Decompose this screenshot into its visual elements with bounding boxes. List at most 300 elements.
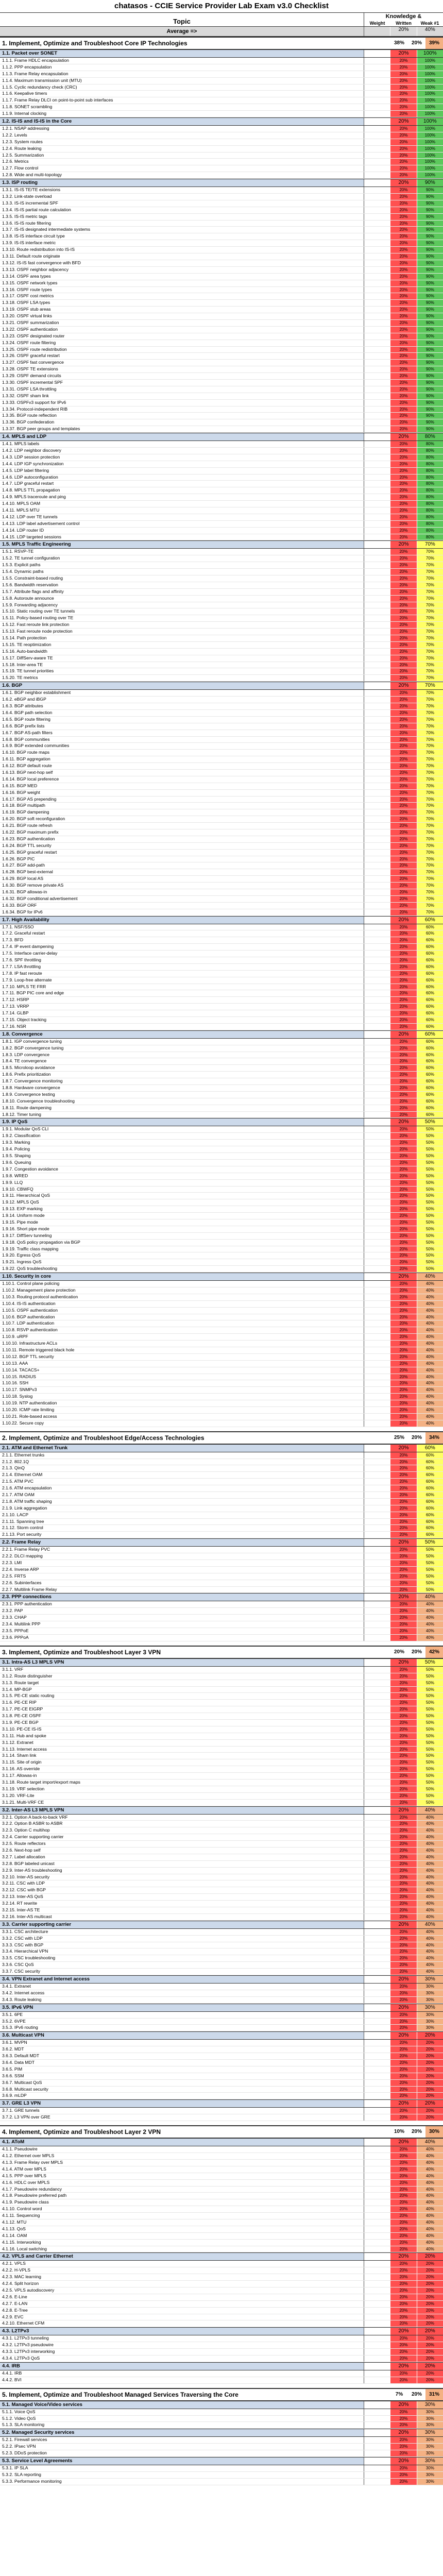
- topic-score-cell[interactable]: 40%: [417, 1815, 443, 1821]
- topic-score-cell[interactable]: 20%: [390, 307, 416, 313]
- topic-score-cell[interactable]: 20%: [390, 756, 416, 762]
- topic-score-cell[interactable]: 20%: [390, 1901, 416, 1907]
- topic-score-cell[interactable]: 20%: [390, 1112, 416, 1118]
- topic-score-cell[interactable]: 80%: [417, 441, 443, 447]
- topic-score-cell[interactable]: 40%: [417, 1367, 443, 1374]
- topic-score-cell[interactable]: 60%: [417, 990, 443, 996]
- topic-score-cell[interactable]: 20%: [417, 2294, 443, 2300]
- topic-score-cell[interactable]: [364, 2173, 390, 2179]
- topic-score-cell[interactable]: 20%: [390, 1505, 416, 1512]
- topic-score-cell[interactable]: [364, 602, 390, 608]
- topic-score-cell[interactable]: [364, 1969, 390, 1975]
- topic-score-cell[interactable]: [364, 1479, 390, 1485]
- average-weight[interactable]: [364, 27, 390, 36]
- topic-score-cell[interactable]: [364, 1173, 390, 1179]
- topic-score-cell[interactable]: 20%: [417, 2320, 443, 2327]
- topic-score-cell[interactable]: [364, 386, 390, 393]
- topic-score-cell[interactable]: [364, 2180, 390, 2186]
- topic-score-cell[interactable]: 20%: [390, 1017, 416, 1023]
- topic-score-cell[interactable]: 20%: [390, 1720, 416, 1726]
- topic-score-cell[interactable]: 20%: [390, 1153, 416, 1159]
- topic-score-cell[interactable]: [364, 1608, 390, 1614]
- topic-score-cell[interactable]: 40%: [417, 1601, 443, 1607]
- topic-score-cell[interactable]: 50%: [417, 1553, 443, 1560]
- topic-score-cell[interactable]: [364, 280, 390, 286]
- topic-score-cell[interactable]: 20%: [390, 2409, 416, 2415]
- topic-score-cell[interactable]: 40%: [417, 1628, 443, 1634]
- topic-score-cell[interactable]: 20%: [390, 2335, 416, 2342]
- topic-score-cell[interactable]: [364, 2294, 390, 2300]
- topic-score-cell[interactable]: 20%: [390, 1680, 416, 1686]
- topic-score-cell[interactable]: 20%: [390, 763, 416, 769]
- score-cell[interactable]: 20%: [417, 2032, 443, 2039]
- topic-score-cell[interactable]: 20%: [390, 347, 416, 353]
- topic-score-cell[interactable]: 20%: [390, 1894, 416, 1900]
- topic-score-cell[interactable]: 20%: [390, 1039, 416, 1045]
- topic-score-cell[interactable]: 20%: [417, 2080, 443, 2086]
- topic-score-cell[interactable]: 60%: [417, 1092, 443, 1098]
- topic-score-cell[interactable]: [364, 2146, 390, 2153]
- topic-score-cell[interactable]: [364, 1252, 390, 1259]
- topic-score-cell[interactable]: 20%: [390, 896, 416, 902]
- topic-score-cell[interactable]: [364, 274, 390, 280]
- topic-score-cell[interactable]: [364, 649, 390, 655]
- topic-score-cell[interactable]: [364, 2066, 390, 2073]
- topic-score-cell[interactable]: 70%: [417, 635, 443, 641]
- topic-score-cell[interactable]: 20%: [390, 1834, 416, 1840]
- topic-score-cell[interactable]: 20%: [390, 2416, 416, 2422]
- topic-score-cell[interactable]: [364, 172, 390, 178]
- topic-score-cell[interactable]: 50%: [417, 1166, 443, 1173]
- topic-score-cell[interactable]: 50%: [417, 1759, 443, 1766]
- topic-score-cell[interactable]: 20%: [390, 1740, 416, 1746]
- topic-score-cell[interactable]: 20%: [390, 1367, 416, 1374]
- topic-score-cell[interactable]: [364, 2046, 390, 2053]
- topic-score-cell[interactable]: [364, 474, 390, 481]
- topic-score-cell[interactable]: 70%: [417, 809, 443, 816]
- topic-score-cell[interactable]: [364, 1880, 390, 1887]
- topic-score-cell[interactable]: [364, 1560, 390, 1566]
- topic-score-cell[interactable]: 60%: [417, 1499, 443, 1505]
- topic-score-cell[interactable]: 20%: [390, 494, 416, 500]
- topic-score-cell[interactable]: 20%: [390, 1635, 416, 1641]
- topic-score-cell[interactable]: 40%: [417, 1380, 443, 1386]
- topic-score-cell[interactable]: 60%: [417, 1472, 443, 1478]
- topic-score-cell[interactable]: [364, 1567, 390, 1573]
- score-cell[interactable]: [364, 1539, 390, 1546]
- topic-score-cell[interactable]: 20%: [390, 240, 416, 246]
- topic-score-cell[interactable]: 40%: [417, 2193, 443, 2199]
- topic-score-cell[interactable]: [364, 1266, 390, 1272]
- topic-score-cell[interactable]: 20%: [417, 2060, 443, 2066]
- topic-score-cell[interactable]: 40%: [417, 1880, 443, 1887]
- topic-score-cell[interactable]: [364, 2479, 390, 2485]
- topic-score-cell[interactable]: 30%: [417, 2025, 443, 2031]
- topic-score-cell[interactable]: [364, 750, 390, 756]
- score-cell[interactable]: 20%: [390, 2139, 416, 2146]
- topic-score-cell[interactable]: 20%: [390, 501, 416, 507]
- topic-score-cell[interactable]: 20%: [390, 1793, 416, 1799]
- topic-score-cell[interactable]: [364, 1105, 390, 1111]
- topic-score-cell[interactable]: [364, 64, 390, 71]
- topic-score-cell[interactable]: 40%: [417, 1294, 443, 1300]
- topic-score-cell[interactable]: 40%: [417, 1387, 443, 1393]
- topic-score-cell[interactable]: 20%: [390, 353, 416, 359]
- topic-score-cell[interactable]: [364, 1226, 390, 1232]
- score-cell[interactable]: 70%: [417, 682, 443, 689]
- topic-score-cell[interactable]: 20%: [390, 1673, 416, 1680]
- topic-score-cell[interactable]: 20%: [390, 1492, 416, 1498]
- topic-score-cell[interactable]: 20%: [390, 1259, 416, 1265]
- topic-score-cell[interactable]: 20%: [390, 944, 416, 950]
- topic-score-cell[interactable]: 20%: [390, 730, 416, 736]
- topic-score-cell[interactable]: [364, 393, 390, 399]
- topic-score-cell[interactable]: 70%: [417, 549, 443, 555]
- topic-score-cell[interactable]: 90%: [417, 307, 443, 313]
- topic-score-cell[interactable]: [364, 856, 390, 862]
- topic-score-cell[interactable]: 70%: [417, 602, 443, 608]
- topic-score-cell[interactable]: [364, 1553, 390, 1560]
- topic-score-cell[interactable]: [364, 187, 390, 193]
- topic-score-cell[interactable]: [364, 300, 390, 306]
- topic-score-cell[interactable]: 50%: [417, 1199, 443, 1206]
- topic-score-cell[interactable]: [364, 1580, 390, 1586]
- topic-score-cell[interactable]: 20%: [390, 126, 416, 132]
- topic-score-cell[interactable]: 70%: [417, 823, 443, 829]
- topic-score-cell[interactable]: [364, 937, 390, 943]
- topic-score-cell[interactable]: [364, 964, 390, 970]
- topic-score-cell[interactable]: 70%: [417, 903, 443, 909]
- topic-score-cell[interactable]: 90%: [417, 380, 443, 386]
- topic-score-cell[interactable]: 20%: [390, 474, 416, 481]
- topic-score-cell[interactable]: 20%: [390, 84, 416, 91]
- topic-score-cell[interactable]: 20%: [390, 413, 416, 419]
- topic-score-cell[interactable]: [364, 307, 390, 313]
- topic-score-cell[interactable]: 20%: [390, 2187, 416, 2193]
- topic-score-cell[interactable]: [364, 1700, 390, 1706]
- score-cell[interactable]: 40%: [417, 2139, 443, 2146]
- topic-score-cell[interactable]: 60%: [417, 1105, 443, 1111]
- topic-score-cell[interactable]: 100%: [417, 78, 443, 84]
- topic-score-cell[interactable]: 60%: [417, 984, 443, 990]
- topic-score-cell[interactable]: [364, 2087, 390, 2093]
- topic-score-cell[interactable]: 20%: [390, 1969, 416, 1975]
- topic-score-cell[interactable]: 90%: [417, 406, 443, 413]
- topic-score-cell[interactable]: 20%: [390, 2093, 416, 2099]
- score-cell[interactable]: 20%: [390, 1118, 416, 1126]
- topic-score-cell[interactable]: 20%: [390, 2294, 416, 2300]
- topic-score-cell[interactable]: 70%: [417, 743, 443, 749]
- topic-score-cell[interactable]: 40%: [417, 1914, 443, 1920]
- topic-score-cell[interactable]: [364, 1894, 390, 1900]
- topic-score-cell[interactable]: 20%: [390, 267, 416, 273]
- topic-score-cell[interactable]: [364, 2025, 390, 2031]
- topic-score-cell[interactable]: 50%: [417, 1747, 443, 1753]
- topic-score-cell[interactable]: 20%: [390, 2261, 416, 2267]
- topic-score-cell[interactable]: 40%: [417, 2166, 443, 2173]
- topic-score-cell[interactable]: 20%: [390, 1907, 416, 1913]
- topic-score-cell[interactable]: 40%: [417, 2233, 443, 2239]
- topic-score-cell[interactable]: 20%: [390, 1687, 416, 1693]
- topic-score-cell[interactable]: 20%: [390, 521, 416, 527]
- topic-score-cell[interactable]: [364, 1759, 390, 1766]
- topic-score-cell[interactable]: 20%: [390, 2472, 416, 2478]
- topic-score-cell[interactable]: 20%: [390, 2206, 416, 2212]
- topic-score-cell[interactable]: 50%: [417, 1219, 443, 1226]
- topic-score-cell[interactable]: 50%: [417, 1226, 443, 1232]
- topic-score-cell[interactable]: 20%: [390, 668, 416, 674]
- topic-score-cell[interactable]: 20%: [390, 562, 416, 568]
- topic-score-cell[interactable]: [364, 850, 390, 856]
- topic-score-cell[interactable]: [364, 1407, 390, 1413]
- topic-score-cell[interactable]: 90%: [417, 187, 443, 193]
- topic-score-cell[interactable]: 40%: [417, 2173, 443, 2179]
- topic-score-cell[interactable]: [364, 91, 390, 97]
- topic-score-cell[interactable]: [364, 930, 390, 937]
- topic-score-cell[interactable]: 60%: [417, 1098, 443, 1105]
- topic-score-cell[interactable]: [364, 1667, 390, 1673]
- topic-score-cell[interactable]: [364, 1354, 390, 1360]
- topic-score-cell[interactable]: 90%: [417, 366, 443, 372]
- score-cell[interactable]: 50%: [417, 1118, 443, 1126]
- topic-score-cell[interactable]: 60%: [417, 1505, 443, 1512]
- topic-score-cell[interactable]: 20%: [390, 187, 416, 193]
- topic-score-cell[interactable]: 20%: [390, 2066, 416, 2073]
- topic-score-cell[interactable]: 60%: [417, 1065, 443, 1071]
- topic-score-cell[interactable]: 20%: [390, 293, 416, 299]
- topic-score-cell[interactable]: 20%: [417, 2314, 443, 2320]
- topic-score-cell[interactable]: 90%: [417, 386, 443, 393]
- topic-score-cell[interactable]: [364, 1146, 390, 1153]
- topic-score-cell[interactable]: 70%: [417, 869, 443, 875]
- topic-score-cell[interactable]: 20%: [390, 146, 416, 152]
- topic-score-cell[interactable]: 60%: [417, 1452, 443, 1459]
- topic-score-cell[interactable]: 70%: [417, 562, 443, 568]
- topic-score-cell[interactable]: [364, 2281, 390, 2287]
- topic-score-cell[interactable]: 70%: [417, 668, 443, 674]
- topic-score-cell[interactable]: [364, 1901, 390, 1907]
- topic-score-cell[interactable]: 50%: [417, 1126, 443, 1132]
- topic-score-cell[interactable]: 20%: [390, 1452, 416, 1459]
- topic-score-cell[interactable]: 60%: [417, 1052, 443, 1058]
- topic-score-cell[interactable]: 20%: [390, 1955, 416, 1961]
- topic-score-cell[interactable]: 90%: [417, 393, 443, 399]
- topic-score-cell[interactable]: [364, 165, 390, 172]
- topic-score-cell[interactable]: 20%: [390, 1213, 416, 1219]
- topic-score-cell[interactable]: [364, 126, 390, 132]
- topic-score-cell[interactable]: [364, 549, 390, 555]
- score-cell[interactable]: 20%: [390, 1594, 416, 1601]
- topic-score-cell[interactable]: [364, 1394, 390, 1400]
- topic-score-cell[interactable]: [364, 441, 390, 447]
- score-cell[interactable]: 100%: [417, 50, 443, 57]
- topic-score-cell[interactable]: 20%: [417, 2093, 443, 2099]
- topic-score-cell[interactable]: 20%: [390, 662, 416, 668]
- topic-score-cell[interactable]: [364, 207, 390, 213]
- score-cell[interactable]: 20%: [390, 2100, 416, 2107]
- topic-score-cell[interactable]: 20%: [390, 1400, 416, 1406]
- topic-score-cell[interactable]: 20%: [390, 1567, 416, 1573]
- topic-score-cell[interactable]: [364, 1793, 390, 1799]
- topic-score-cell[interactable]: 20%: [390, 2060, 416, 2066]
- topic-score-cell[interactable]: [364, 2019, 390, 2025]
- topic-score-cell[interactable]: [364, 1936, 390, 1942]
- topic-score-cell[interactable]: 100%: [417, 172, 443, 178]
- topic-score-cell[interactable]: [364, 1990, 390, 1996]
- score-cell[interactable]: 40%: [417, 1807, 443, 1814]
- score-cell[interactable]: [364, 682, 390, 689]
- score-cell[interactable]: 20%: [390, 917, 416, 924]
- topic-score-cell[interactable]: 30%: [417, 2012, 443, 2018]
- topic-score-cell[interactable]: 20%: [390, 111, 416, 117]
- topic-score-cell[interactable]: 20%: [390, 1098, 416, 1105]
- topic-score-cell[interactable]: 20%: [390, 360, 416, 366]
- topic-score-cell[interactable]: 20%: [417, 2114, 443, 2121]
- topic-score-cell[interactable]: 20%: [390, 1233, 416, 1239]
- topic-score-cell[interactable]: 70%: [417, 883, 443, 889]
- topic-score-cell[interactable]: 80%: [417, 501, 443, 507]
- topic-score-cell[interactable]: [364, 2287, 390, 2294]
- score-cell[interactable]: [364, 118, 390, 125]
- score-cell[interactable]: 30%: [417, 2401, 443, 2409]
- topic-score-cell[interactable]: [364, 481, 390, 487]
- topic-score-cell[interactable]: 20%: [390, 2267, 416, 2274]
- topic-score-cell[interactable]: 20%: [390, 1753, 416, 1759]
- topic-score-cell[interactable]: [364, 406, 390, 413]
- score-cell[interactable]: [364, 2363, 390, 2370]
- topic-score-cell[interactable]: [364, 1374, 390, 1380]
- topic-score-cell[interactable]: 20%: [390, 1560, 416, 1566]
- topic-score-cell[interactable]: 70%: [417, 862, 443, 869]
- score-cell[interactable]: 20%: [390, 2458, 416, 2465]
- topic-score-cell[interactable]: 20%: [390, 1065, 416, 1071]
- topic-score-cell[interactable]: [364, 194, 390, 200]
- topic-score-cell[interactable]: 60%: [417, 957, 443, 963]
- topic-score-cell[interactable]: 20%: [390, 91, 416, 97]
- topic-score-cell[interactable]: 20%: [390, 2080, 416, 2086]
- topic-score-cell[interactable]: [364, 1673, 390, 1680]
- topic-score-cell[interactable]: [364, 816, 390, 822]
- topic-score-cell[interactable]: 20%: [390, 990, 416, 996]
- topic-score-cell[interactable]: 90%: [417, 320, 443, 326]
- topic-score-cell[interactable]: 90%: [417, 400, 443, 406]
- topic-score-cell[interactable]: 20%: [417, 2377, 443, 2383]
- topic-score-cell[interactable]: [364, 347, 390, 353]
- topic-score-cell[interactable]: 20%: [390, 1193, 416, 1199]
- topic-score-cell[interactable]: 90%: [417, 413, 443, 419]
- topic-score-cell[interactable]: 70%: [417, 756, 443, 762]
- topic-score-cell[interactable]: 20%: [390, 549, 416, 555]
- topic-score-cell[interactable]: [364, 507, 390, 514]
- topic-score-cell[interactable]: [364, 2193, 390, 2199]
- topic-score-cell[interactable]: [364, 227, 390, 233]
- topic-score-cell[interactable]: [364, 909, 390, 916]
- topic-score-cell[interactable]: 20%: [390, 2349, 416, 2355]
- topic-score-cell[interactable]: 50%: [417, 1580, 443, 1586]
- topic-score-cell[interactable]: 20%: [390, 194, 416, 200]
- score-cell[interactable]: 20%: [390, 2363, 416, 2370]
- topic-score-cell[interactable]: 20%: [390, 152, 416, 159]
- topic-score-cell[interactable]: 30%: [417, 2472, 443, 2478]
- topic-score-cell[interactable]: 20%: [390, 2193, 416, 2199]
- topic-score-cell[interactable]: 40%: [417, 1874, 443, 1880]
- topic-score-cell[interactable]: [364, 1065, 390, 1071]
- topic-score-cell[interactable]: 80%: [417, 474, 443, 481]
- topic-score-cell[interactable]: [364, 944, 390, 950]
- topic-score-cell[interactable]: 70%: [417, 770, 443, 776]
- topic-score-cell[interactable]: 20%: [390, 1815, 416, 1821]
- topic-score-cell[interactable]: 20%: [390, 2166, 416, 2173]
- topic-score-cell[interactable]: 20%: [390, 253, 416, 260]
- topic-score-cell[interactable]: 40%: [417, 2213, 443, 2219]
- topic-score-cell[interactable]: 20%: [390, 1072, 416, 1078]
- topic-score-cell[interactable]: 100%: [417, 139, 443, 145]
- topic-score-cell[interactable]: [364, 461, 390, 467]
- topic-score-cell[interactable]: 20%: [390, 200, 416, 207]
- topic-score-cell[interactable]: 20%: [390, 622, 416, 628]
- topic-score-cell[interactable]: 100%: [417, 97, 443, 104]
- topic-score-cell[interactable]: [364, 971, 390, 977]
- topic-score-cell[interactable]: [364, 1834, 390, 1840]
- topic-score-cell[interactable]: 20%: [390, 1354, 416, 1360]
- topic-score-cell[interactable]: [364, 2093, 390, 2099]
- topic-score-cell[interactable]: [364, 1024, 390, 1030]
- topic-score-cell[interactable]: [364, 1687, 390, 1693]
- topic-score-cell[interactable]: [364, 622, 390, 628]
- topic-score-cell[interactable]: [364, 2073, 390, 2079]
- topic-score-cell[interactable]: [364, 569, 390, 575]
- score-cell[interactable]: [364, 1807, 390, 1814]
- topic-score-cell[interactable]: 50%: [417, 1726, 443, 1733]
- topic-score-cell[interactable]: [364, 615, 390, 621]
- topic-score-cell[interactable]: 90%: [417, 260, 443, 266]
- topic-score-cell[interactable]: [364, 776, 390, 783]
- topic-score-cell[interactable]: 20%: [390, 172, 416, 178]
- topic-score-cell[interactable]: 20%: [390, 320, 416, 326]
- topic-score-cell[interactable]: 20%: [390, 1733, 416, 1739]
- topic-score-cell[interactable]: 100%: [417, 111, 443, 117]
- topic-score-cell[interactable]: [364, 71, 390, 77]
- topic-score-cell[interactable]: 70%: [417, 796, 443, 803]
- topic-score-cell[interactable]: 20%: [390, 534, 416, 540]
- topic-score-cell[interactable]: [364, 2314, 390, 2320]
- topic-score-cell[interactable]: 40%: [417, 1962, 443, 1968]
- topic-score-cell[interactable]: [364, 159, 390, 165]
- topic-score-cell[interactable]: [364, 1213, 390, 1219]
- topic-score-cell[interactable]: 20%: [390, 139, 416, 145]
- topic-score-cell[interactable]: 40%: [417, 1615, 443, 1621]
- topic-score-cell[interactable]: 90%: [417, 287, 443, 293]
- topic-score-cell[interactable]: 40%: [417, 1848, 443, 1854]
- topic-score-cell[interactable]: [364, 1414, 390, 1420]
- topic-score-cell[interactable]: [364, 240, 390, 246]
- topic-score-cell[interactable]: [364, 1199, 390, 1206]
- topic-score-cell[interactable]: [364, 1929, 390, 1935]
- topic-score-cell[interactable]: 20%: [390, 1962, 416, 1968]
- topic-score-cell[interactable]: 20%: [390, 227, 416, 233]
- topic-score-cell[interactable]: 20%: [390, 1078, 416, 1084]
- topic-score-cell[interactable]: 20%: [390, 1140, 416, 1146]
- topic-score-cell[interactable]: 20%: [390, 1361, 416, 1367]
- topic-score-cell[interactable]: 30%: [417, 2437, 443, 2443]
- topic-score-cell[interactable]: 20%: [390, 78, 416, 84]
- topic-score-cell[interactable]: 20%: [390, 2053, 416, 2059]
- topic-score-cell[interactable]: [364, 783, 390, 789]
- topic-score-cell[interactable]: 50%: [417, 1680, 443, 1686]
- topic-score-cell[interactable]: 20%: [390, 448, 416, 454]
- topic-score-cell[interactable]: [364, 2233, 390, 2239]
- topic-score-cell[interactable]: 20%: [417, 2267, 443, 2274]
